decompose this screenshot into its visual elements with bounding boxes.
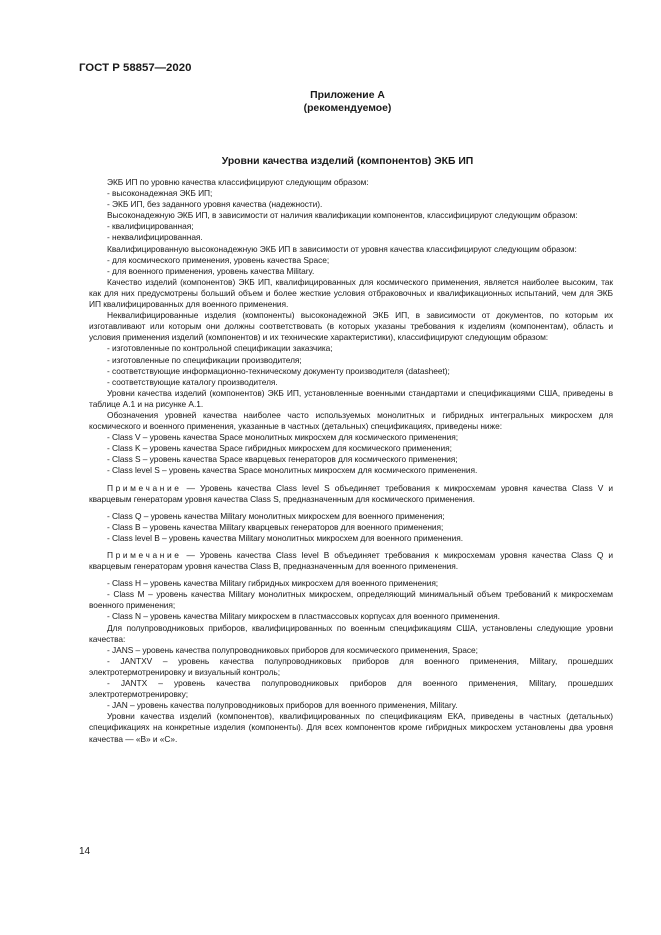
note-text: — Уровень качества Class level B объединяет требования к микросхемам уровня качества Class Q и кварцевым генераторам уровня качества Class B, предназначенным для военного применения. bbox=[89, 550, 613, 572]
annex-subtitle: (рекомендуемое) bbox=[303, 103, 392, 114]
list-item: - соответствующие каталогу производителя. bbox=[107, 376, 278, 387]
list-item: - Class level S – уровень качества Space монолитных микросхем для космического применения. bbox=[107, 465, 478, 476]
list-item: - Class B – уровень качества Military кварцевых генераторов для военного применения; bbox=[107, 521, 444, 532]
paragraph: - JANTX – уровень качества полупроводниковых приборов для военного применения, Military, прошедших электротермотренировку; bbox=[89, 678, 613, 700]
section-title: Уровни качества изделий (компонентов) ЭКБ ИП bbox=[221, 156, 474, 167]
page-number: 14 bbox=[79, 846, 91, 857]
list-item: - ЭКБ ИП, без заданного уровня качества (надежности). bbox=[107, 199, 323, 210]
list-item: - неквалифицированная. bbox=[107, 232, 203, 243]
list-item: - изготовленные по контрольной спецификации заказчика; bbox=[107, 343, 333, 354]
annex-title: Приложение А bbox=[310, 90, 385, 101]
note-paragraph bbox=[89, 550, 613, 572]
paragraph: Уровни качества изделий (компонентов), квалифицированных по спецификациям ЕКА, приведены в частных (детальных) спецификациях на конкретные изделия (компоненты). Для всех компонентов кроме гибридных микросхем установлены два уровня качества — «В» и «С». bbox=[89, 711, 613, 744]
list-item: - Class S – уровень качества Space кварцевых генераторов для космического применения; bbox=[107, 454, 458, 465]
paragraph: ЭКБ ИП по уровню качества классифицируют следующим образом: bbox=[107, 177, 369, 187]
note-label: Примечание bbox=[107, 550, 182, 560]
list-item: - Class V – уровень качества Space монолитных микросхем для космического применения; bbox=[107, 432, 459, 443]
list-item: - квалифицированная; bbox=[107, 221, 194, 232]
list-item: - Class Q – уровень качества Military монолитных микросхем для военного применения; bbox=[107, 510, 445, 521]
list-item: - изготовленные по спецификации производителя; bbox=[107, 354, 302, 365]
paragraph: Неквалифицированные изделия (компоненты) высоконадежной ЭКБ ИП, в зависимости от документов, по которым их изготавливают или которым они должны соответствовать (в которых указаны требования к изделиям (компонентам), область и условия применения изделий (компонентов) и их технические характеристики), классифицируют следующим образом: bbox=[89, 310, 613, 343]
paragraph: Обозначения уровней качества наиболее часто используемых монолитных и гибридных интегральных микросхем для космического и военного применения, указанные в частных (детальных) спецификациях, приведены ниже: bbox=[89, 409, 613, 432]
list-item: - высоконадежная ЭКБ ИП; bbox=[107, 188, 213, 199]
list-item: - JAN – уровень качества полупроводниковых приборов для военного применения, Military. bbox=[107, 700, 458, 711]
annex-heading bbox=[0, 89, 661, 115]
paragraph: Высоконадежную ЭКБ ИП, в зависимости от наличия квалификации компонентов, классифицируют следующим образом: bbox=[107, 210, 578, 221]
list-item: - Class level B – уровень качества Military монолитных микросхем для военного применения. bbox=[107, 532, 463, 543]
list-item: - соответствующие информационно-техническому документу производителя (datasheet); bbox=[107, 365, 450, 376]
paragraph: - JANTXV – уровень качества полупроводниковых приборов для военного применения, Military, прошедших электротермотренировку и визуальный контроль; bbox=[89, 655, 613, 677]
paragraph: Для полупроводниковых приборов, квалифицированных по военным спецификациям США, установлены следующие уровни качества: bbox=[89, 622, 613, 644]
list-item: - Class H – уровень качества Military гибридных микросхем для военного применения; bbox=[107, 578, 439, 589]
list-item: - для военного применения, уровень качества Military. bbox=[107, 265, 315, 276]
paragraph: - Class M – уровень качества Military монолитных микросхем, определяющий минимальный объем требований к микросхемам военного применения; bbox=[89, 589, 613, 611]
paragraph: Качество изделий (компонентов) ЭКБ ИП, квалифицированных для космического применения, является наиболее высоким, так как для них предусмотрены больший объем и более жесткие условия отбраковочных и квалификационных испытаний, чем для ЭКБ ИП квалифицированных для военного применения. bbox=[89, 276, 613, 310]
document-header: ГОСТ Р 58857—2020 bbox=[79, 62, 192, 74]
note-label: Примечание bbox=[107, 482, 182, 493]
list-item: - Class N – уровень качества Military микросхем в пластмассовых корпусах для военного применения. bbox=[107, 611, 500, 622]
note-paragraph bbox=[89, 483, 613, 505]
list-item: - для космического применения, уровень качества Space; bbox=[107, 254, 330, 265]
paragraph: Квалифицированную высоконадежную ЭКБ ИП в зависимости от уровня качества классифицируют следующим образом: bbox=[107, 243, 577, 254]
list-item: - Class K – уровень качества Space гибридных микросхем для космического применения; bbox=[107, 443, 452, 454]
document-body bbox=[89, 177, 613, 745]
paragraph: Уровни качества изделий (компонентов) ЭКБ ИП, установленные военными стандартами и спецификациями США, приведены в таблице А.1 и на рисунке А.1. bbox=[89, 387, 613, 409]
list-item: - JANS – уровень качества полупроводниковых приборов для космического применения, Space; bbox=[107, 644, 478, 655]
note-text: — Уровень качества Class level S объединяет требования к микросхемам уровня качества Class V и кварцевым генераторам уровня качества Class S, предназначенным для космического применения. bbox=[89, 482, 613, 504]
